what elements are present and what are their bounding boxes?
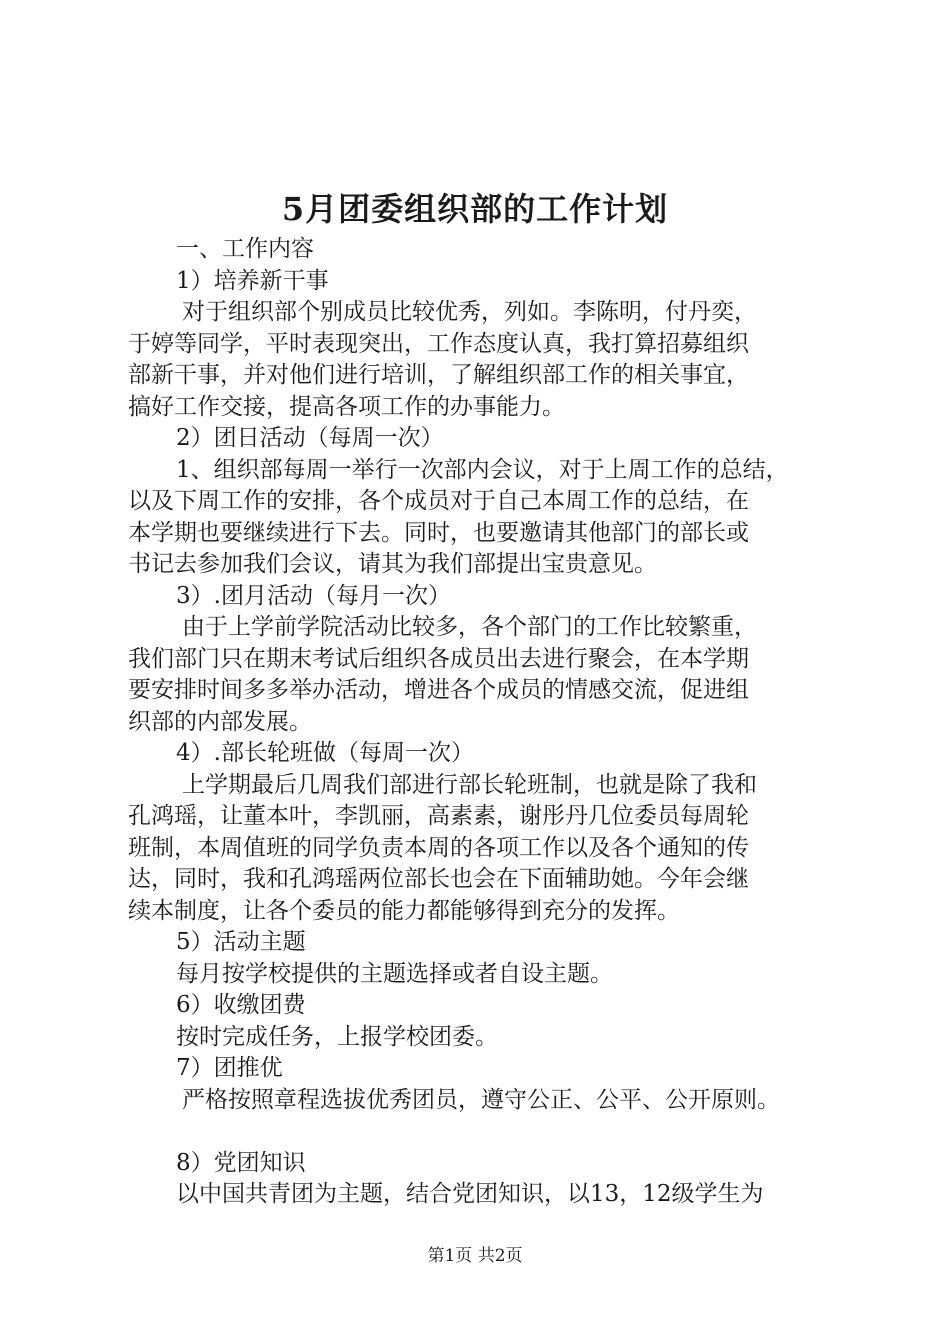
page-footer: 第1页 共2页 [427, 1246, 523, 1266]
section-heading: 3）.团月活动（每月一次） [176, 582, 451, 609]
paragraph-line: 上学期最后几周我们部进行部长轮班制，也就是除了我和 [182, 771, 757, 798]
paragraph-line: 于婷等同学，平时表现突出，工作态度认真，我打算招募组织 [128, 330, 749, 357]
document-body [128, 234, 840, 1211]
paragraph-line: 1、组织部每周一举行一次部内会议，对于上周工作的总结， [176, 456, 789, 483]
section-heading: 5）活动主题 [176, 929, 306, 955]
paragraph-line: 达，同时，我和孔鸿瑶两位部长也会在下面辅助她。今年会继 [128, 866, 749, 892]
paragraph-line: 按时完成任务，上报学校团委。 [176, 1023, 498, 1050]
section-heading: 7）团推优 [176, 1055, 283, 1081]
section-heading: 一、工作内容 [176, 236, 314, 262]
section-heading: 8）党团知识 [176, 1149, 306, 1176]
section-heading: 2）团日活动（每周一次） [176, 425, 444, 451]
section-heading: 6）收缴团费 [176, 992, 306, 1018]
paragraph-line: 我们部门只在期末考试后组织各成员出去进行聚会，在本学期 [128, 645, 749, 672]
document-title: 5月团委组织部的工作计划 [281, 190, 669, 228]
paragraph-line: 本学期也要继续进行下去。同时，也要邀请其他部门的部长或 [128, 519, 749, 546]
paragraph-line: 以中国共青团为主题，结合党团知识，以13，12级学生为 [176, 1181, 764, 1207]
paragraph-line: 要安排时间多多举办活动，增进各个成员的情感交流，促进组 [128, 677, 749, 703]
blank-line [128, 1116, 840, 1148]
paragraph-line: 由于上学前学院活动比较多，各个部门的工作比较繁重， [182, 614, 757, 640]
paragraph-line: 严格按照章程选拔优秀团员，遵守公正、公平、公开原则。 [182, 1086, 780, 1113]
paragraph-line: 以及下周工作的安排，各个成员对于自己本周工作的总结，在 [128, 488, 749, 514]
paragraph-line: 搞好工作交接，提高各项工作的办事能力。 [128, 393, 565, 420]
section-heading: 1）培养新干事 [176, 267, 329, 294]
section-heading: 4）.部长轮班做（每周一次） [176, 740, 474, 766]
paragraph-line: 部新干事，并对他们进行培训，了解组织部工作的相关事宜， [128, 362, 749, 388]
paragraph-line: 班制，本周值班的同学负责本周的各项工作以及各个通知的传 [128, 834, 749, 861]
paragraph-line: 孔鸿瑶，让董本叶，李凯丽，高素素，谢彤丹几位委员每周轮 [128, 803, 749, 829]
paragraph-line: 书记去参加我们会议，请其为我们部提出宝贵意见。 [128, 551, 657, 577]
paragraph-line: 织部的内部发展。 [128, 708, 312, 735]
paragraph-line: 每月按学校提供的主题选择或者自设主题。 [176, 960, 613, 987]
paragraph-line: 续本制度，让各个委员的能力都能够得到充分的发挥。 [128, 897, 680, 924]
paragraph-line: 对于组织部个别成员比较优秀，列如。李陈明，付丹奕， [182, 299, 757, 325]
